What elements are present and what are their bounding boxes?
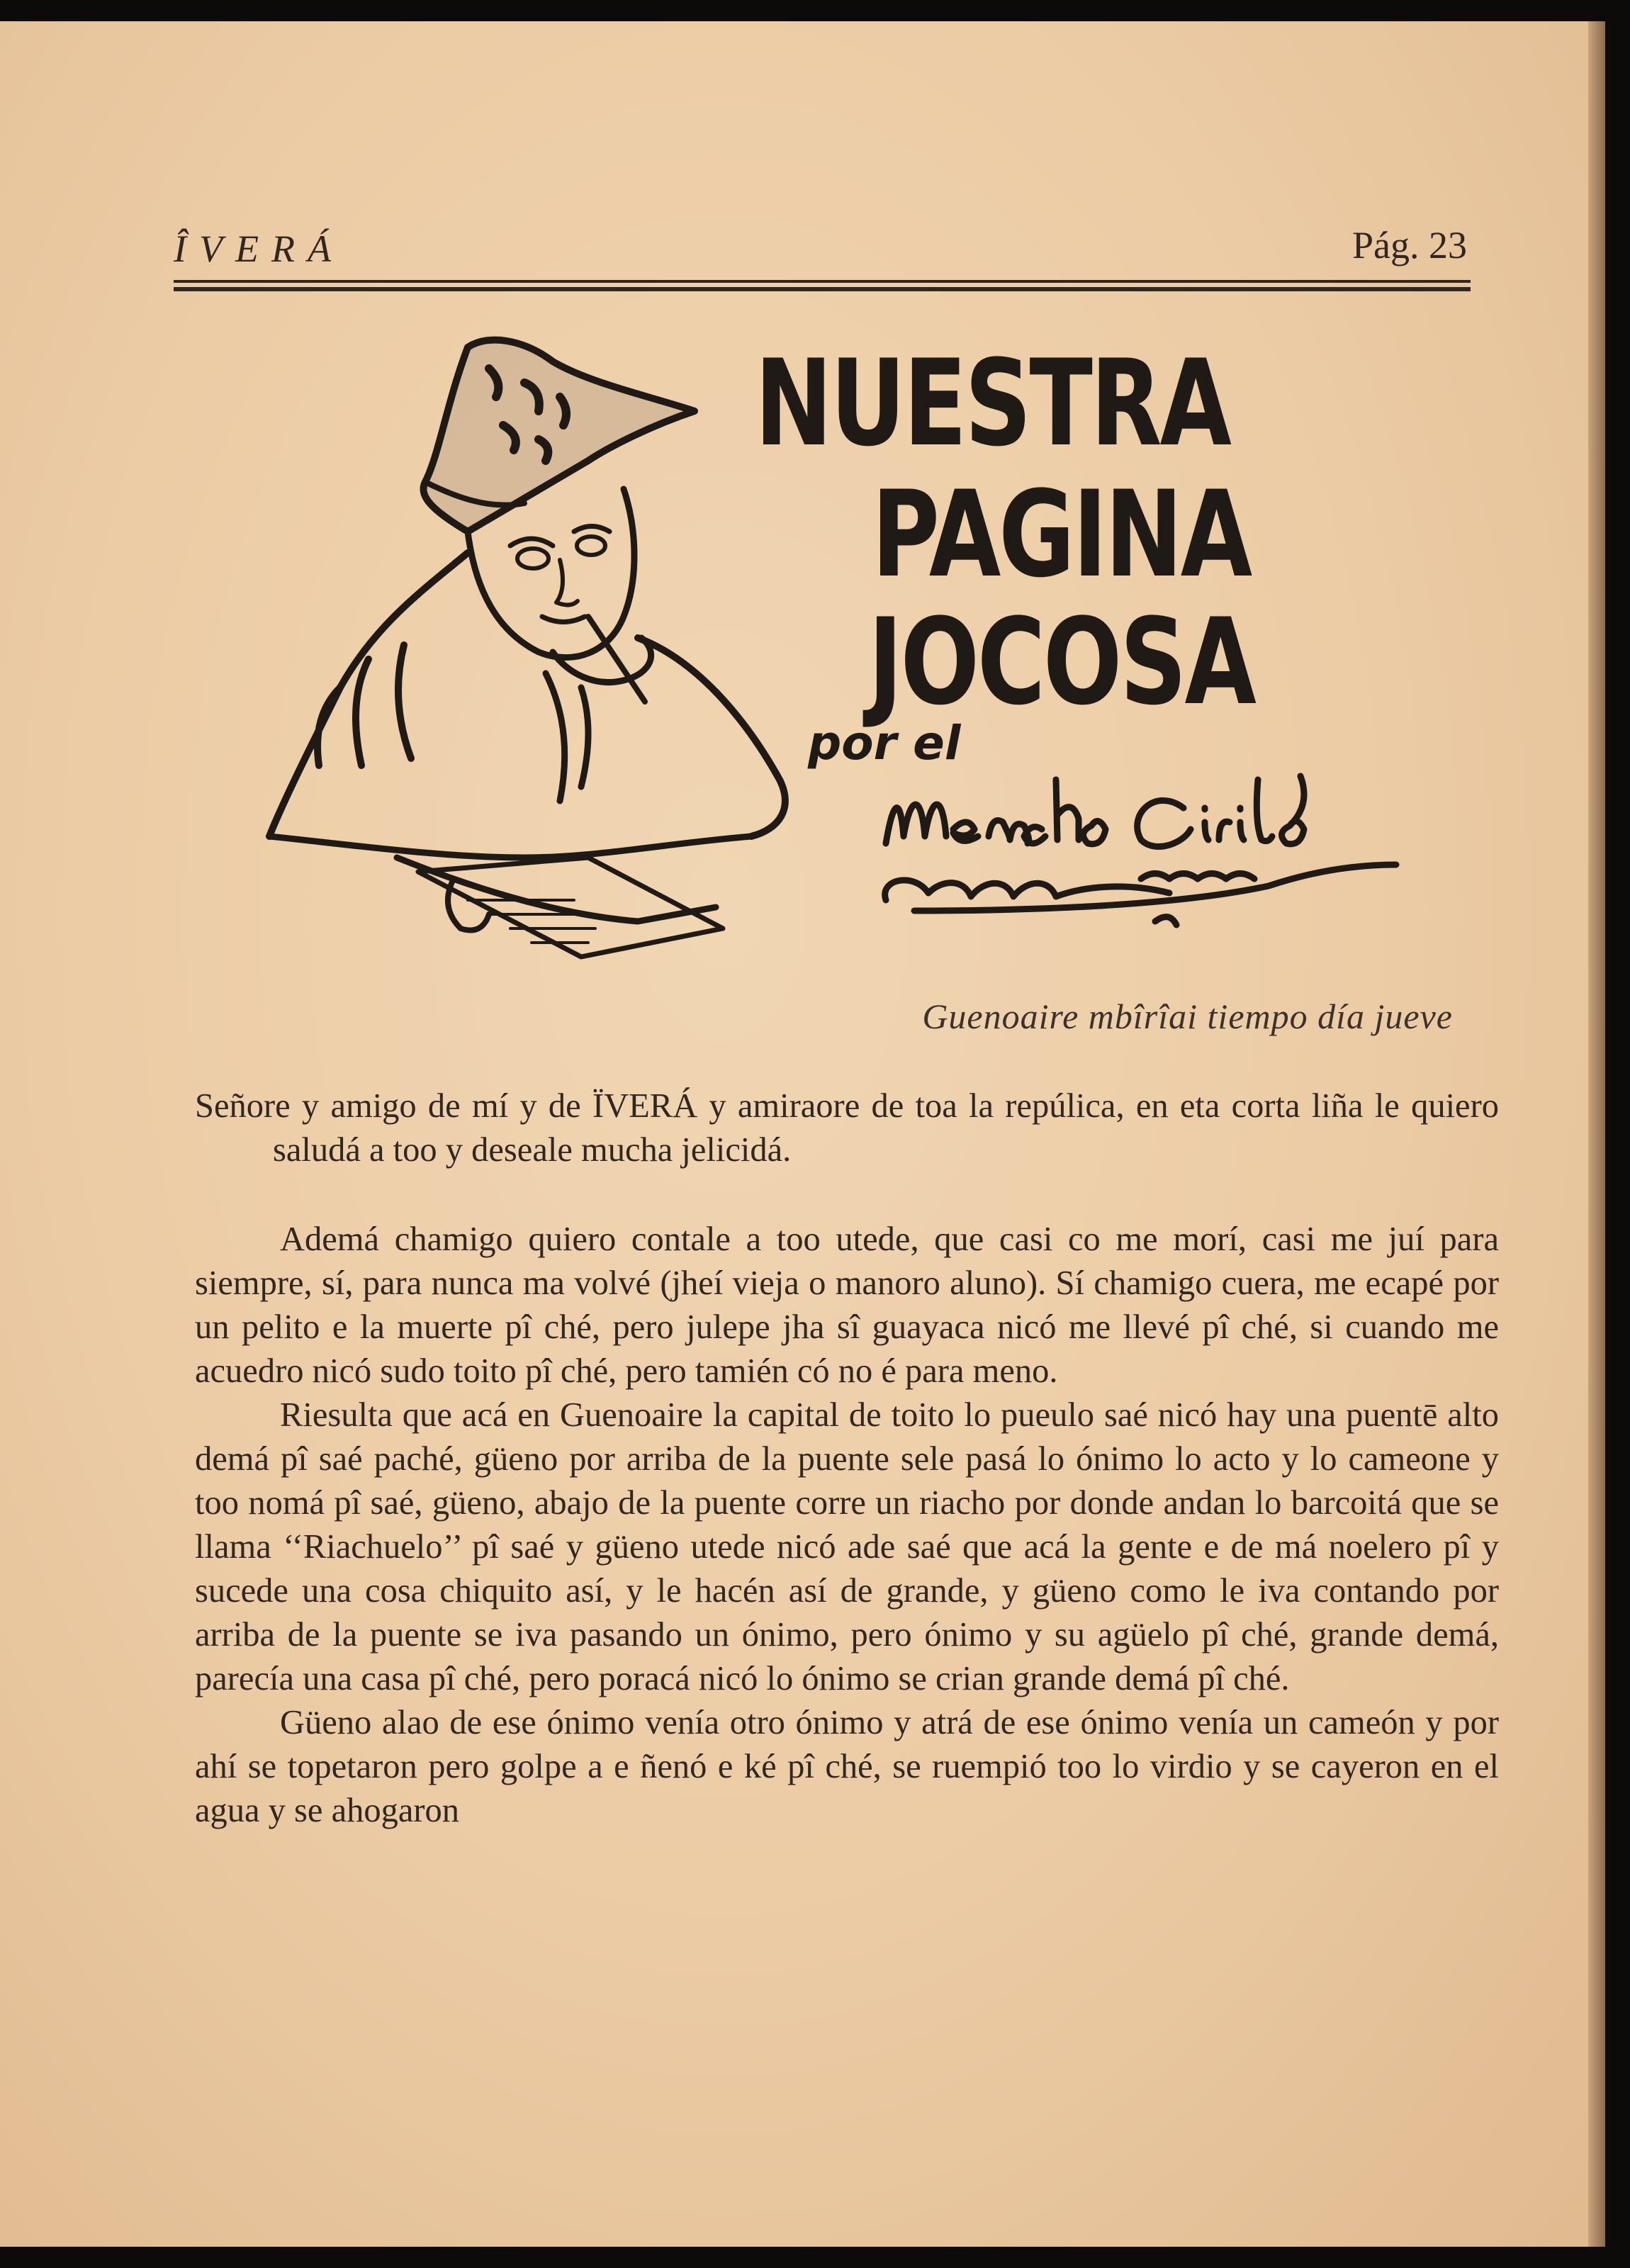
title-line-2: PAGINA — [872, 465, 1251, 604]
header-rule-thin — [174, 280, 1471, 283]
page-edge — [1588, 21, 1605, 2247]
author-signature — [872, 758, 1410, 957]
title-line-3: JOCOSA — [868, 593, 1254, 731]
paragraph-greeting: Señore y amigo de mí y de ÏVERÁ y amiraore de toa la repúlica, en eta corta liña le quiero saludá a too y deseale mucha jelicidá. — [195, 1087, 1499, 1169]
writer-illustration — [255, 319, 808, 978]
paragraph-3: Riesulta que acá en Guenoaire la capital de toito lo pueulo saé nicó hay una puentē alto demá pî saé paché, güeno por arriba de la puente sele pasá lo ónimo lo acto y lo cameone y too nomá pî saé, güeno, abajo de la puente corre un riacho por donde andan lo barcoitá que se llama ‘‘Riachuelo’’ pî saé y güeno utede nicó ade saé que acá la gente e de má noelero pî y sucede una cosa chiquito así, y le hacén así de grande, y güeno como le iva contando por arriba de la puente se iva pasando un ónimo, pero ónimo y su agüelo pî ché, grande demá, parecía una casa pî ché, pero poracá nicó lo ónimo se crian grande demá pî ché. — [195, 1396, 1499, 1697]
paragraph-4: Güeno alao de ese ónimo venía otro ónimo y atrá de ese ónimo venía un cameón y por ahí se topetaron pero golpe a e ñenó e ké pî ché, se ruempió too lo virdio y se cayeron en el agua y se ahogaron — [195, 1704, 1499, 1829]
publication-name: ÎVERÁ — [174, 228, 344, 270]
article-body — [195, 1084, 1499, 1833]
paragraph-2: Ademá chamigo quiero contale a too utede, que casi co me morí, casi me juí para siempre, sí, para nunca ma volvé (jheí vieja o manoro aluno). Sí chamigo cuera, me ecapé por un pelito e la muerte pî ché, pero julepe jha sî guayaca nicó me llevé pî ché, si cuando me acuedro nicó sudo toito pî ché, pero tamién có no é para meno. — [195, 1220, 1499, 1390]
dateline: Guenoaire mbîrîai tiempo día jueve — [922, 997, 1453, 1036]
page-number: Pág. 23 — [1352, 224, 1467, 266]
title-line-1: NUESTRA — [755, 334, 1230, 473]
header-rule-thick — [174, 287, 1471, 291]
byline: por el — [808, 716, 961, 770]
magazine-page — [0, 21, 1605, 2247]
